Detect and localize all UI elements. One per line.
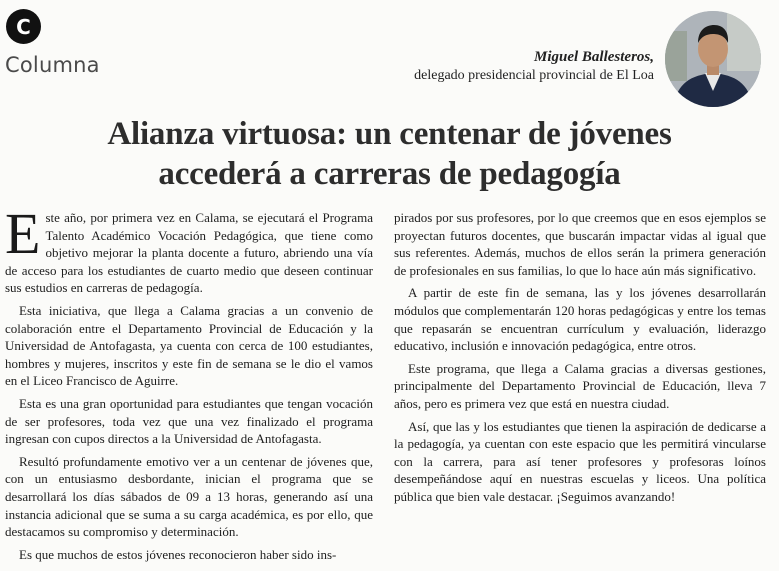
article-column-right: [394, 209, 766, 511]
section-badge: [6, 9, 41, 44]
author-byline: [414, 49, 654, 85]
article-paragraph: Esta iniciativa, que llega a Calama gracias a un convenio de colaboración entre el Departamento Provincial de Educación y la Universidad de Antofagasta, ya cuenta con cerca de 100 estudiantes, hombres y mujeres, inscritos y este fin de semana se le dio el vamos en el Liceo Francisco de Aguirre.: [5, 302, 373, 389]
article-paragraph: [5, 201, 373, 297]
article-paragraph: A partir de este fin de semana, las y los jóvenes desarrollarán módulos que complementarán 120 horas pedagógicas y entre los temas que repasarán se encuentran currículum y evaluación, liderazgo educativo, inclusión e innovación pedagógica, entre otros.: [394, 285, 766, 354]
article-paragraph: Esta es una gran oportunidad para estudiantes que tengan vocación de ser profesores, toda vez que una vez finalizado el programa ingresan con cupos directos a la Universidad de Antofagasta.: [5, 395, 373, 447]
author-role: delegado presidencial provincial de El Loa: [414, 68, 654, 83]
article-column-left: [5, 201, 373, 568]
article-paragraph: Es que muchos de estos jóvenes reconocieron haber sido ins-: [19, 546, 337, 562]
headline-line-2: accederá a carreras de pedagogía: [158, 156, 621, 192]
article-paragraph: Resultó profundamente emotivo ver a un centenar de jóvenes que, con un entusiasmo desbordante, inician el programa que se desarrollará los días sábados de 09 a 13 horas, generando así una instancia adicional que se suma a su carga académica, es por ello, que destacamos su compromiso y determinación.: [5, 453, 373, 540]
paragraph-text: ste año, por primera vez en Calama, se ejecutará el Programa Talento Académico Vocación Pedagógica, que tiene como objetivo mejorar la planta docente a futuro, abriendo una vía de acceso para los estudiantes de cuarto medio que deseen continuar sus estudios en carreras de pedagogía.: [5, 210, 373, 296]
article-paragraph: pirados por sus profesores, por lo que creemos que en esos ejemplos se proyectan futuros docentes, que buscarán impactar vidas al igual que sus referentes. Además, muchos de ellos serán la primera generación de profesionales en sus familias, lo que lo hace aún más significativo.: [394, 210, 766, 278]
headline-line-1: Alianza virtuosa: un centenar de jóvenes: [107, 116, 672, 152]
author-photo: [665, 11, 761, 107]
drop-cap: E: [5, 201, 41, 266]
section-badge-letter: C: [16, 14, 31, 39]
person-portrait-icon: [665, 11, 761, 107]
headline: [0, 114, 779, 194]
article-paragraph: Así, que las y los estudiantes que tienen la aspiración de dedicarse a la pedagogía, ya cuentan con este espacio que les permitirá vincularse con la carrera, para así tener profesores y profesoras loínos desempeñándose aquí en nuestras escuelas y liceos. Una política pública que bien vale destacar. ¡Seguimos avanzando!: [394, 418, 766, 504]
article-paragraph: Este programa, que llega a Calama gracias a diversas gestiones, principalmente del Departamento Provincial de Educación, lleva 7 años, pero es primera vez que está en nuestra ciudad.: [394, 360, 766, 411]
section-label: Columna: [5, 53, 100, 77]
author-name: Miguel Ballesteros,: [533, 49, 654, 65]
